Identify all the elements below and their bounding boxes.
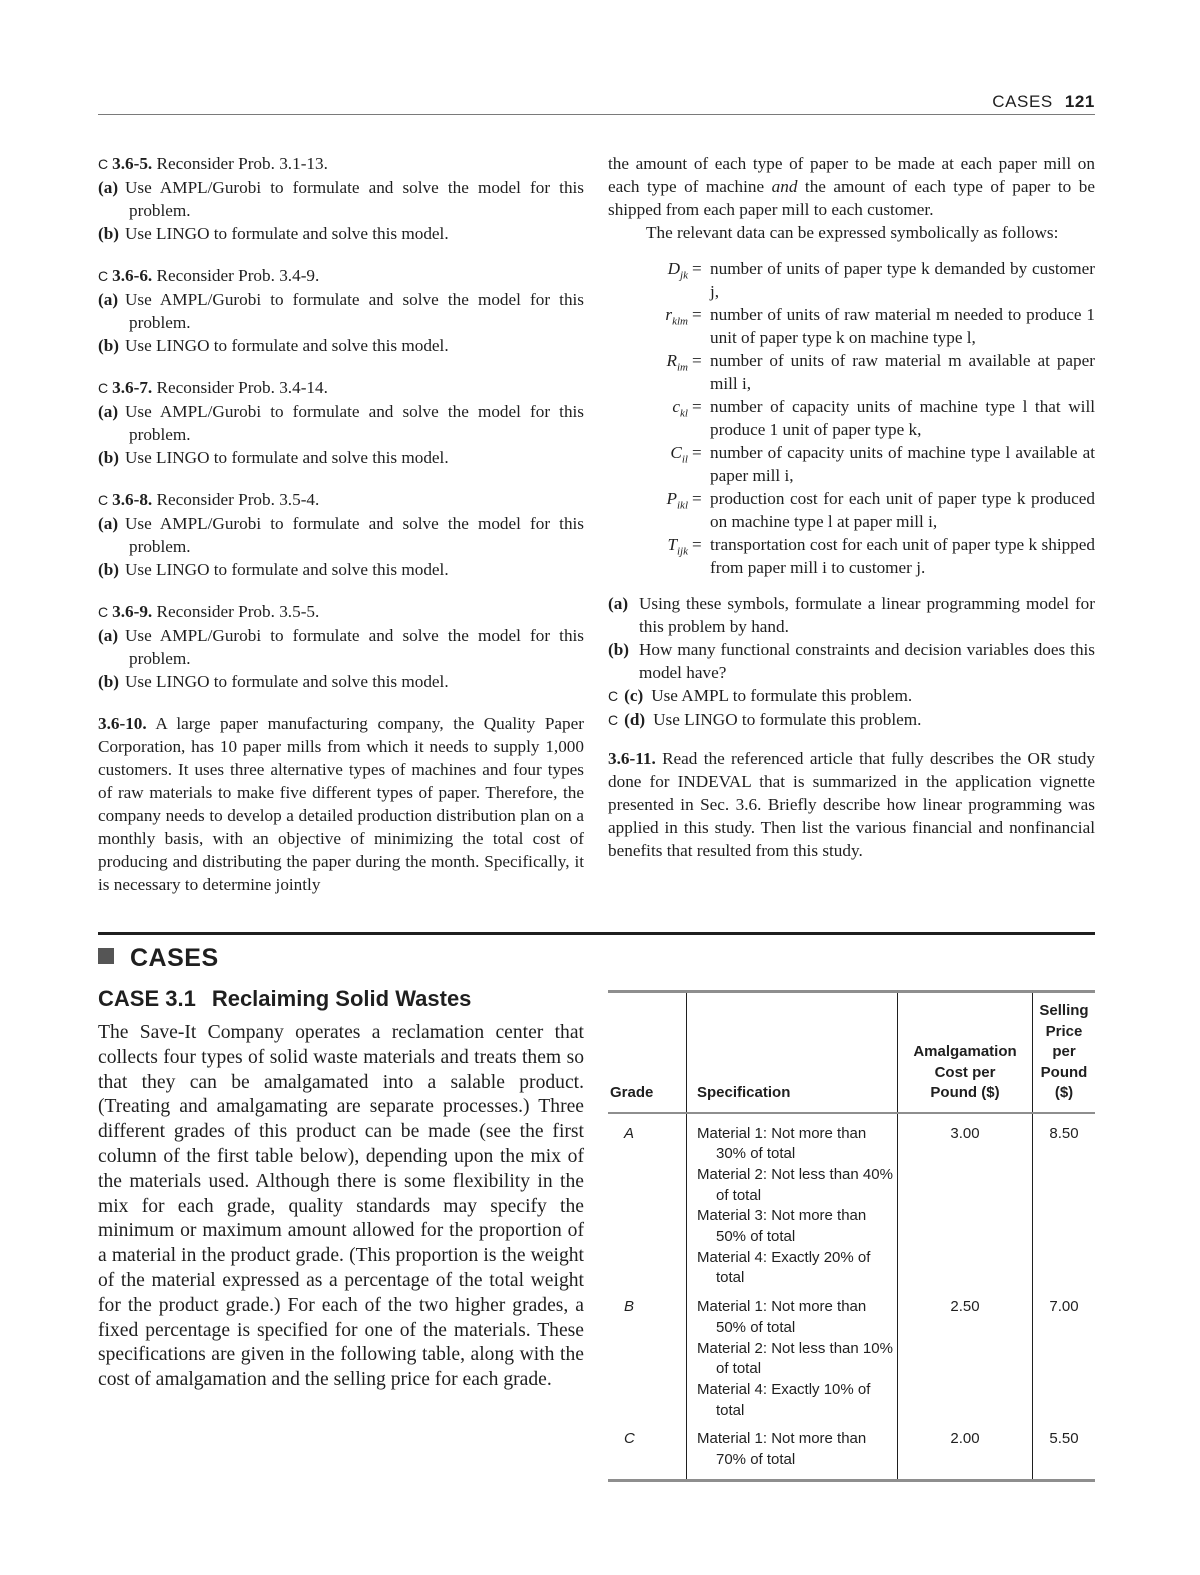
part-label: (b) [98, 672, 120, 691]
problem-number: 3.6-6. [112, 266, 153, 285]
spec-line: Material 2: Not less than 10% of total [697, 1339, 893, 1378]
part-label: (b) [608, 640, 630, 659]
problem-part [98, 334, 584, 357]
equals-sign: = [692, 351, 702, 370]
problem-3-6-10-parts [608, 592, 1095, 732]
part-label: (c) [624, 686, 644, 705]
problem-item [98, 600, 584, 693]
computer-marker: C [98, 380, 109, 396]
part-text: Use LINGO to formulate and solve this model. [125, 448, 449, 467]
problem-number: 3.6-9. [112, 602, 153, 621]
part-text: Use LINGO to formulate and solve this model. [125, 672, 449, 691]
problem-text: A large paper manufacturing company, the Quality Paper Corporation, has 10 paper mills from which it needs to supply 1,000 customers. It uses three alternative types of machines and four types of raw materials to make five different types of paper. Therefore, the company needs to develop a detailed production distribution plan on a monthly basis, with an objective of minimizing the total cost of producing and distributing the paper during the month. Specifically, it is necessary to determine jointly [98, 714, 584, 894]
symbol-definition: number of units of raw material m available at paper mill i, [710, 351, 1095, 393]
problem-head [98, 152, 584, 176]
part-label: (a) [98, 626, 119, 645]
section-heading [98, 944, 219, 973]
problem-item [98, 264, 584, 357]
symbol: $D_{jk}$ [667, 259, 688, 282]
problem-item [98, 152, 584, 245]
symbol: $r_{klm}$ [665, 305, 688, 328]
problem-part [608, 684, 1095, 708]
part-text: Use AMPL/Gurobi to formulate and solve the model for this problem. [125, 290, 584, 332]
cell-specification [687, 1297, 898, 1429]
problem-number: 3.6-7. [112, 378, 153, 397]
symbol-row [608, 303, 1095, 349]
symbol-row [608, 349, 1095, 395]
part-label: (b) [98, 224, 120, 243]
header-price: Selling Price per Pound ($) [1039, 1002, 1089, 1101]
problem-part [98, 446, 584, 469]
case-body [98, 1021, 584, 1393]
case-heading [98, 986, 471, 1012]
spec-line: Material 1: Not more than 30% of total [697, 1124, 867, 1163]
symbol-definition: production cost for each unit of paper type k produced on machine type l at paper mill i, [710, 489, 1095, 531]
table-row [608, 1113, 1095, 1298]
cell-grade: B [608, 1297, 687, 1429]
case-title: Reclaiming Solid Wastes [211, 986, 472, 1011]
symbols-intro: The relevant data can be expressed symbolically as follows: [646, 223, 1059, 242]
problem-part [608, 708, 1095, 732]
computer-marker: C [608, 712, 619, 728]
part-label: (a) [98, 402, 119, 421]
header-grade: Grade [608, 992, 687, 1113]
spec-line: Material 2: Not less than 40% of total [697, 1165, 893, 1204]
equals-sign: = [692, 305, 702, 324]
equals-sign: = [692, 535, 702, 554]
part-label: (b) [98, 448, 120, 467]
header-specification: Specification [687, 992, 898, 1113]
part-text: Use LINGO to formulate and solve this model. [125, 224, 449, 243]
part-label: (a) [98, 514, 119, 533]
problem-part [98, 624, 584, 670]
table-header-row [608, 992, 1095, 1113]
problem-part [98, 670, 584, 693]
table-row [608, 1297, 1095, 1429]
problem-text: Reconsider Prob. 3.1-13. [156, 154, 328, 173]
equals-sign: = [692, 397, 702, 416]
right-column [608, 152, 1095, 862]
symbol: $P_{ikl}$ [666, 489, 688, 512]
symbol-definition: number of capacity units of machine type l available at paper mill i, [710, 443, 1095, 485]
part-text: Use AMPL/Gurobi to formulate and solve the model for this problem. [125, 626, 584, 668]
part-text: Using these symbols, formulate a linear programming model for this problem by hand. [639, 594, 1095, 636]
emphasis-and: and [771, 177, 798, 196]
part-label: (a) [98, 290, 119, 309]
problem-head [98, 376, 584, 400]
problem-number: 3.6-10. [98, 714, 147, 733]
cell-price: 5.50 [1049, 1430, 1079, 1448]
symbol: $R_{im}$ [666, 351, 688, 374]
cell-price: 7.00 [1049, 1298, 1079, 1316]
computer-marker: C [98, 156, 109, 172]
problem-item [98, 488, 584, 581]
part-text: Use LINGO to formulate this problem. [653, 710, 922, 729]
problem-text: Reconsider Prob. 3.5-4. [156, 490, 320, 509]
problem-text: Reconsider Prob. 3.4-9. [156, 266, 320, 285]
cell-grade: C [608, 1429, 687, 1480]
symbol: $c_{kl}$ [672, 397, 688, 420]
problem-3-6-10-continued [608, 152, 1095, 732]
case-number: CASE 3.1 [98, 986, 196, 1011]
spec-line: Material 1: Not more than 70% of total [697, 1430, 867, 1469]
square-bullet-icon [98, 948, 114, 964]
equals-sign: = [692, 259, 702, 278]
computer-marker: C [608, 688, 619, 704]
part-text: Use AMPL to formulate this problem. [651, 686, 913, 705]
symbol-definitions [608, 257, 1095, 579]
problem-3-6-10 [98, 712, 584, 896]
cell-cost: 3.00 [898, 1113, 1033, 1298]
problem-number: 3.6-5. [112, 154, 153, 173]
header-cost: Amalgamation Cost per Pound ($) [898, 992, 1033, 1113]
symbol-row [608, 533, 1095, 579]
section-title: CASES [130, 944, 219, 972]
cell-specification [687, 1113, 898, 1298]
problem-part [98, 512, 584, 558]
part-text: How many functional constraints and decision variables does this model have? [639, 640, 1095, 682]
symbol: $T_{ijk}$ [667, 535, 688, 558]
symbol-row [608, 257, 1095, 303]
problem-head [98, 264, 584, 288]
part-label: (d) [624, 710, 646, 729]
problem-number: 3.6-8. [112, 490, 153, 509]
problem-part [98, 288, 584, 334]
problem-text: Reconsider Prob. 3.4-14. [156, 378, 328, 397]
continued-text-2: the amount of each type of paper to be shipped from each paper mill to each customer. [608, 177, 1095, 219]
spec-line: Material 4: Exactly 10% of total [697, 1380, 871, 1419]
part-text: Use LINGO to formulate and solve this model. [125, 560, 449, 579]
symbol-row [608, 395, 1095, 441]
equals-sign: = [692, 489, 702, 508]
problem-item [98, 376, 584, 469]
problem-part [608, 638, 1095, 684]
cell-price: 8.50 [1049, 1124, 1079, 1142]
problem-part [608, 592, 1095, 638]
part-label: (b) [98, 336, 120, 355]
running-head-label: CASES [992, 92, 1053, 111]
symbol-definition: number of units of raw material m needed to produce 1 unit of paper type k on machine type l, [710, 305, 1095, 347]
part-text: Use AMPL/Gurobi to formulate and solve the model for this problem. [125, 514, 584, 556]
grade-table [608, 990, 1095, 1482]
symbol-row [608, 487, 1095, 533]
symbol: $C_{il}$ [670, 443, 688, 466]
equals-sign: = [692, 443, 702, 462]
cell-specification [687, 1429, 898, 1480]
page-number: 121 [1064, 92, 1095, 111]
spec-line: Material 1: Not more than 50% of total [697, 1298, 867, 1336]
symbol-row [608, 441, 1095, 487]
problem-part [98, 176, 584, 222]
problem-head [98, 600, 584, 624]
problem-text: Reconsider Prob. 3.5-5. [156, 602, 320, 621]
problem-text: Read the referenced article that fully describes the OR study done for INDEVAL that is summarized in the application vignette presented in Sec. 3.6. Briefly describe how linear programming was applied in this study. Then list the various financial and nonfinancial benefits that resulted from this study. [608, 749, 1095, 860]
symbol-definition: number of units of paper type k demanded by customer j, [710, 259, 1095, 301]
cell-cost: 2.00 [898, 1429, 1033, 1480]
part-text: Use AMPL/Gurobi to formulate and solve the model for this problem. [125, 402, 584, 444]
left-column [98, 152, 584, 896]
part-label: (a) [608, 594, 629, 613]
problem-part [98, 558, 584, 581]
case-paragraph: The Save-It Company operates a reclamation center that collects four types of solid waste materials and treats them so that they can be amalgamated into a salable product. (Treating and amalgamating are separate processes.) Three different grades of this product can be made (see the first column of the first table below), depending upon the mix of the materials used. Although there is some flexibility in the mix for each grade, quality standards may specify the minimum or maximum amount allowed for the proportion of a material in the product grade. (This proportion is the weight of the material expressed as a percentage of the total weight for the product grade.) For each of the two higher grades, a fixed percentage is specified for one of the materials. These specifications are given in the following table, along with the cost of amalgamation and the selling price for each grade. [98, 1022, 584, 1391]
computer-marker: C [98, 492, 109, 508]
problem-3-6-11 [608, 747, 1095, 862]
cell-grade: A [608, 1113, 687, 1298]
part-label: (b) [98, 560, 120, 579]
section-rule [98, 932, 1095, 935]
part-text: Use LINGO to formulate and solve this model. [125, 336, 449, 355]
symbol-definition: transportation cost for each unit of paper type k shipped from paper mill i to customer j. [710, 535, 1095, 577]
computer-marker: C [98, 268, 109, 284]
symbol-definition: number of capacity units of machine type l that will produce 1 unit of paper type k, [710, 397, 1095, 439]
table-row [608, 1429, 1095, 1480]
spec-line: Material 4: Exactly 20% of total [697, 1248, 871, 1287]
part-label: (a) [98, 178, 119, 197]
running-head [98, 92, 1095, 115]
continued-text: the amount of each type of paper to be made at each paper mill on each type of machine [608, 154, 1095, 196]
computer-marker: C [98, 604, 109, 620]
part-text: Use AMPL/Gurobi to formulate and solve the model for this problem. [125, 178, 584, 220]
cell-cost: 2.50 [898, 1297, 1033, 1429]
problem-head [98, 488, 584, 512]
spec-line: Material 3: Not more than 50% of total [697, 1207, 867, 1246]
problem-part [98, 400, 584, 446]
problem-part [98, 222, 584, 245]
problem-number: 3.6-11. [608, 749, 656, 768]
